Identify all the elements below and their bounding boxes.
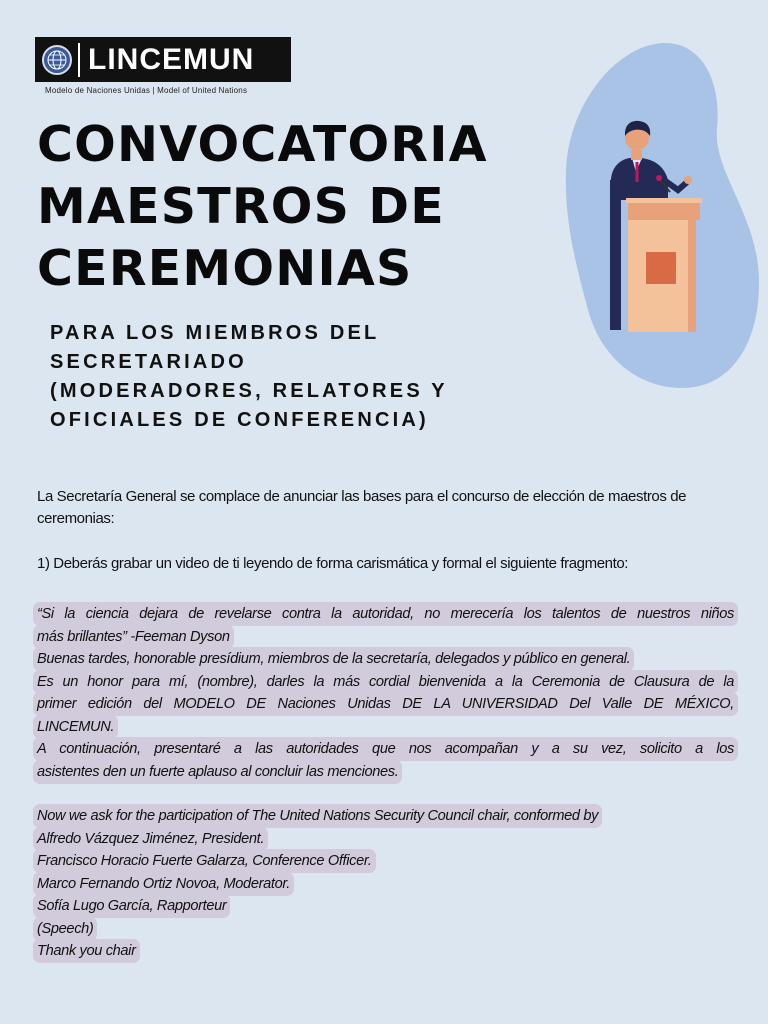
subtitle <box>50 319 448 435</box>
subtitle-line-4: OFICIALES DE CONFERENCIA) <box>50 409 429 431</box>
logo-tagline: Modelo de Naciones Unidas | Model of United Nations <box>45 86 248 95</box>
title-line-1: CONVOCATORIA <box>37 116 488 173</box>
speech-line: Now we ask for the participation of The United Nations Security Council chair, conformed by <box>37 808 599 824</box>
subtitle-line-3: (MODERADORES, RELATORES Y <box>50 380 448 402</box>
speech-line: Thank you chair <box>37 943 136 959</box>
speech-line: más brillantes” -Feeman Dyson <box>37 628 230 645</box>
speech-gap <box>37 783 734 805</box>
speech-line: Sofía Lugo García, Rapporteur <box>37 898 227 914</box>
lincemun-logo <box>35 37 291 82</box>
page-title <box>37 114 488 300</box>
intro-paragraph: La Secretaría General se complace de anunciar las bases para el concurso de elección de maestros de ceremonias: <box>37 488 687 527</box>
speech-fragment <box>37 603 734 963</box>
logo-divider <box>78 43 80 77</box>
globe-emblem-icon <box>42 45 72 75</box>
speech-line: Francisco Horacio Fuerte Galarza, Conference Officer. <box>37 853 372 869</box>
speech-line: (Speech) <box>37 920 94 937</box>
speech-line: Alfredo Vázquez Jiménez, President. <box>37 830 265 847</box>
subtitle-line-2: SECRETARIADO <box>50 351 247 373</box>
subtitle-line-1: PARA LOS MIEMBROS DEL <box>50 322 380 344</box>
title-line-2: MAESTROS DE <box>37 178 445 235</box>
step-1-instruction: 1) Deberás grabar un video de ti leyendo de forma carismática y formal el siguiente fragmento: <box>37 555 629 572</box>
podium <box>626 198 702 332</box>
speech-line: asistentes den un fuerte aplauso al concluir las menciones. <box>37 763 399 780</box>
speaker-at-podium-illustration <box>560 40 760 390</box>
speech-line: Marco Fernando Ortiz Novoa, Moderator. <box>37 875 291 892</box>
speech-line: “Si la ciencia dejara de revelarse contra la autoridad, no merecería los talentos de nuestros niños <box>37 606 734 622</box>
title-line-3: CEREMONIAS <box>37 240 413 297</box>
logo-name: LINCEMUN <box>88 42 255 76</box>
speech-line: A continuación, presentaré a las autoridades que nos acompañan y a su vez, solicito a los <box>37 741 734 757</box>
speech-line: primer edición del MODELO DE Naciones Unidas DE LA UNIVERSIDAD Del Valle DE MÉXICO, <box>37 696 734 712</box>
speech-line: LINCEMUN. <box>37 718 115 735</box>
speech-line: Buenas tardes, honorable presídium, miembros de la secretaría, delegados y público en general. <box>37 651 631 667</box>
speech-line: Es un honor para mí, (nombre), darles la más cordial bienvenida a la Ceremonia de Clausura de la <box>37 673 734 690</box>
